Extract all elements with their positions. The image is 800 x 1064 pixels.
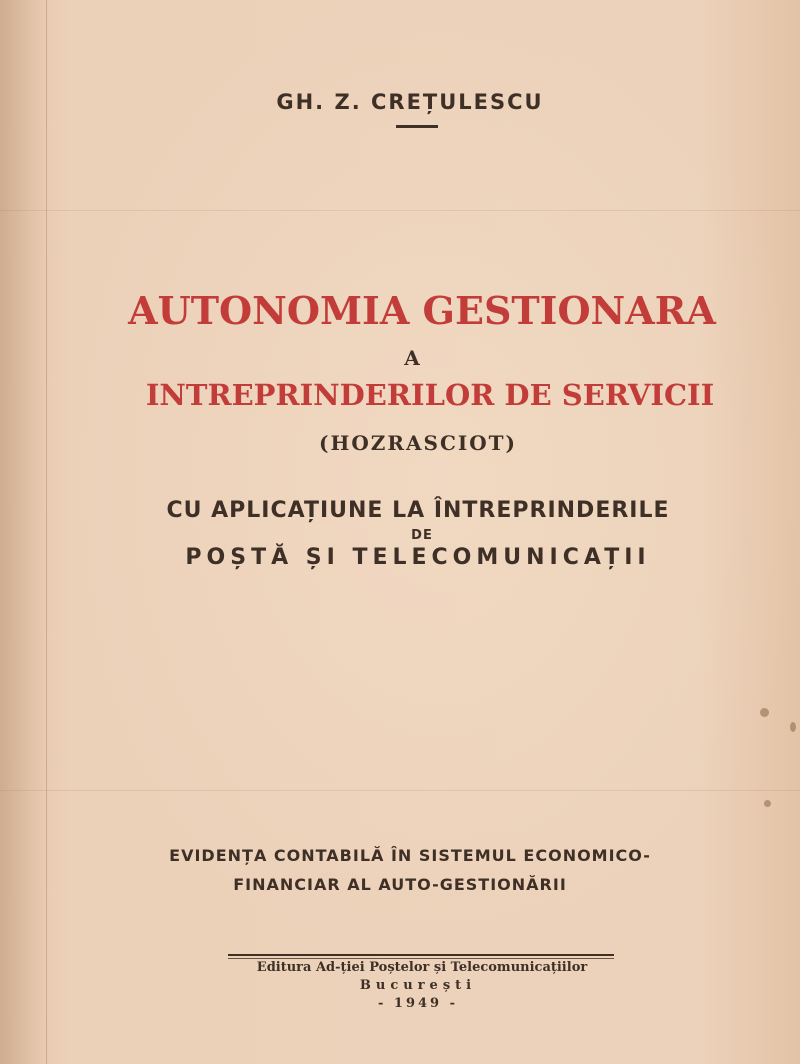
subtitle-connector: DE — [411, 528, 433, 543]
paper-fold-line — [0, 210, 800, 211]
author-underline — [396, 125, 438, 128]
publication-year: - 1949 - — [377, 996, 459, 1011]
paper-fold-line — [0, 790, 800, 791]
note-line-1: EVIDENȚA CONTABILĂ ÎN SISTEMUL ECONOMICO- — [169, 846, 651, 865]
paper-stain — [764, 800, 771, 807]
title-line-3: (HOZRASCIOT) — [318, 431, 517, 455]
title-conjunction: A — [404, 346, 420, 370]
note-line-2: FINANCIAR AL AUTO-GESTIONĂRII — [233, 875, 567, 894]
paper-stain — [790, 722, 796, 732]
author-name: GH. Z. CREȚULESCU — [276, 90, 544, 114]
title-line-1: AUTONOMIA GESTIONARA — [128, 288, 716, 333]
publisher-rule — [228, 954, 614, 956]
subtitle-line-1: CU APLICAȚIUNE LA ÎNTREPRINDERILE — [166, 498, 670, 523]
title-line-2: INTREPRINDERILOR DE SERVICII — [145, 378, 715, 412]
publisher-name: Editura Ad-ției Poștelor și Telecomunicațiilor — [256, 960, 588, 975]
publisher-rule — [228, 958, 614, 959]
publisher-city: București — [359, 978, 477, 993]
subtitle-line-2: POȘTĂ ȘI TELECOMUNICAȚII — [185, 545, 651, 570]
paper-stain — [760, 708, 769, 717]
